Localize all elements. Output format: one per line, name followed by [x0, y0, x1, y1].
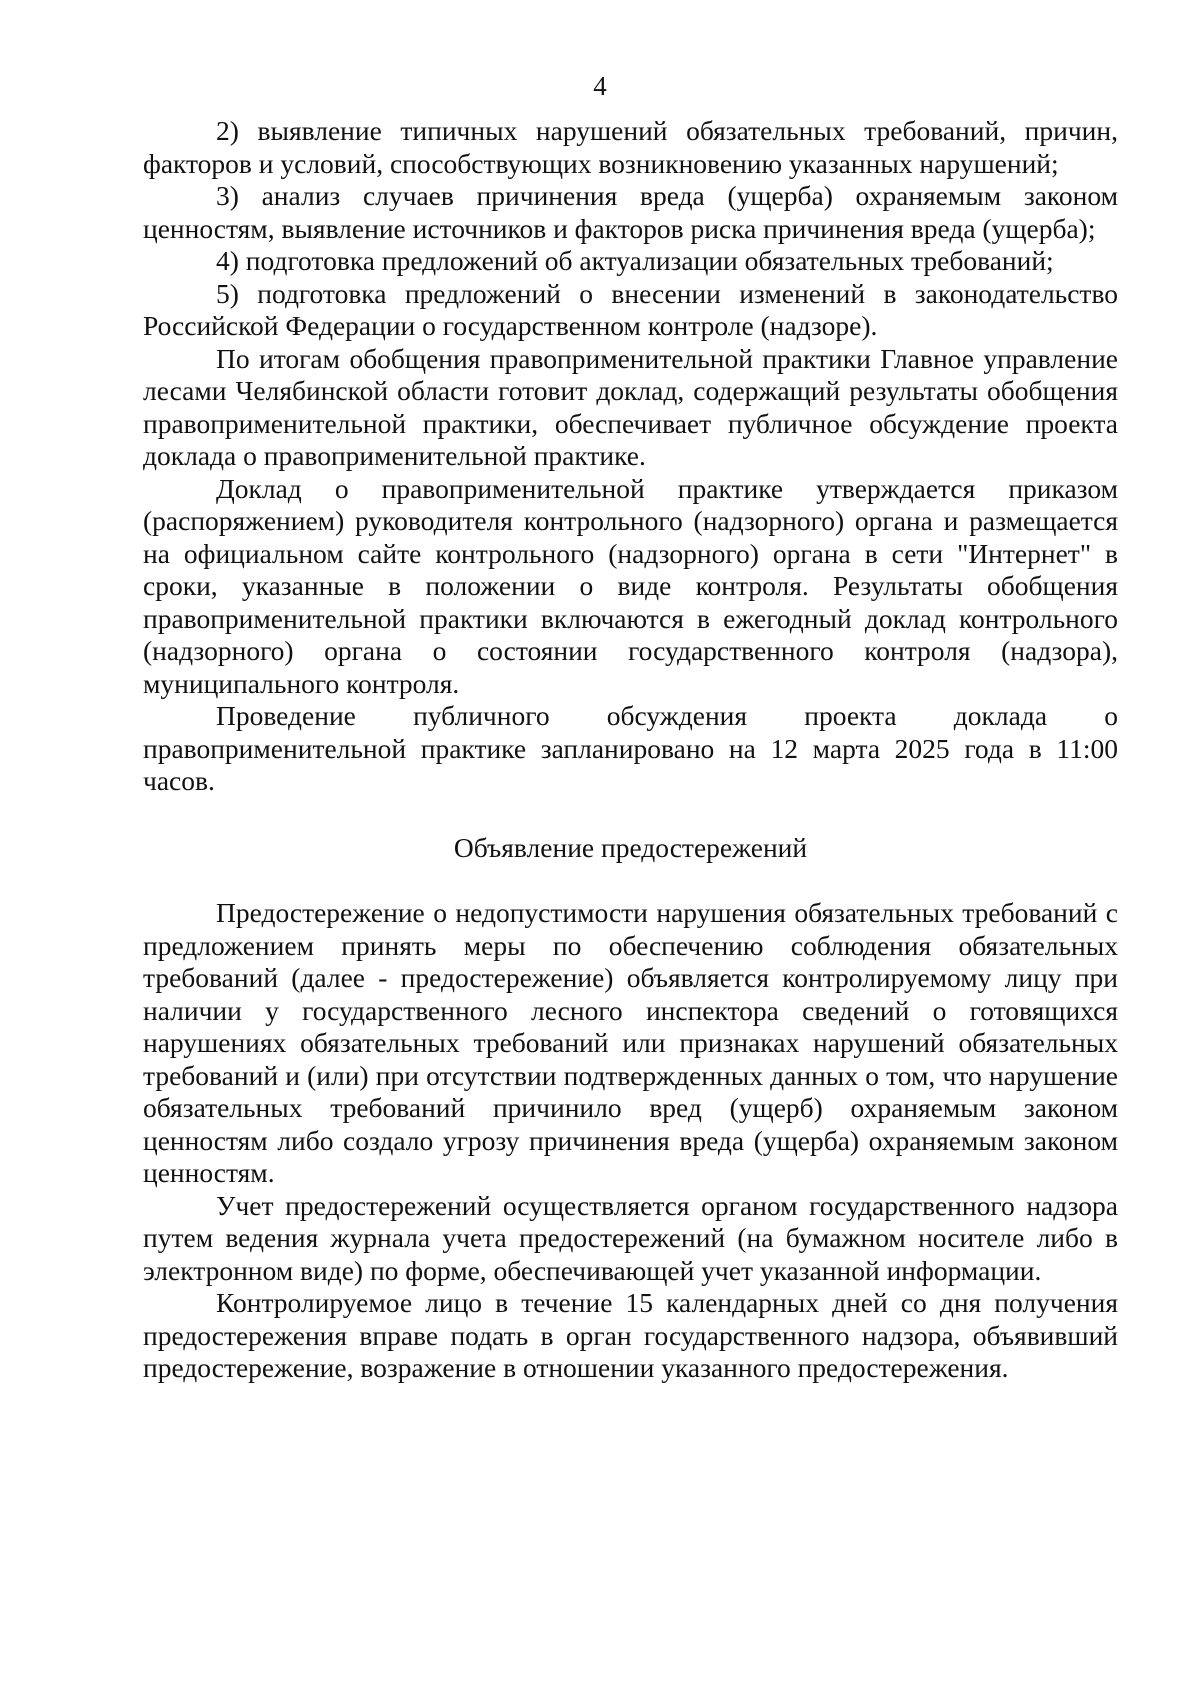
paragraph-report-preparation: По итогам обобщения правоприменительной практики Главное управление лесами Челябинской области готовит доклад, содержащий результаты обобщения правоприменительной практики, обеспечивает публичное обсуждение проекта доклада о правоприменительной практике. [143, 342, 1118, 471]
page-number: 4 [593, 71, 607, 101]
paragraph-item-4: 4) подготовка предложений об актуализации обязательных требований; [216, 245, 1054, 276]
paragraph-warning-registry: Учет предостережений осуществляется органом государственного надзора путем ведения журнала учета предостережений (на бумажном носителе либо в электронном виде) по форме, обеспечивающей учет указанной информации. [143, 1189, 1118, 1286]
paragraph-warning-definition: Предостережение о недопустимости нарушения обязательных требований с предложением принять меры по обеспечению соблюдения обязательных требований (далее - предостережение) объявляется контролируемому лицу при наличии у государственного лесного инспектора сведений о готовящихся нарушениях обязательных требований или признаках нарушений обязательных требований и (или) при отсутствии подтвержденных данных о том, что нарушение обязательных требований причинило вред (ущерб) охраняемым законом ценностям либо создало угрозу причинения вреда (ущерба) охраняемым законом ценностям. [143, 897, 1118, 1188]
paragraph-report-approval: Доклад о правоприменительной практике утверждается приказом (распоряжением) руководителя контрольного (надзорного) органа и размещается на официальном сайте контрольного (надзорного) органа в сети "Интернет" в сроки, указанные в положении о виде контроля. Результаты обобщения правоприменительной практики включаются в ежегодный доклад контрольного (надзорного) органа о состоянии государственного контроля (надзора), муниципального контроля. [143, 472, 1118, 699]
paragraph-item-2: 2) выявление типичных нарушений обязательных требований, причин, факторов и условий, способствующих возникновению указанных нарушений; [143, 115, 1118, 179]
paragraph-item-5: 5) подготовка предложений о внесении изменений в законодательство Российской Федерации о государственном контроле (надзоре). [143, 277, 1118, 341]
paragraph-warning-objection: Контролируемое лицо в течение 15 календарных дней со дня получения предостережения вправе подать в орган государственного надзора, объявивший предостережение, возражение в отношении указанного предостережения. [143, 1287, 1118, 1383]
document-body [143, 115, 1118, 1385]
paragraph-public-discussion: Проведение публичного обсуждения проекта доклада о правоприменительной практике запланировано на 12 марта 2025 года в 11:00 часов. [143, 700, 1118, 796]
section-heading: Объявление предостережений [453, 831, 808, 863]
paragraph-item-3: 3) анализ случаев причинения вреда (ущерба) охраняемым законом ценностям, выявление источников и факторов риска причинения вреда (ущерба); [143, 180, 1118, 244]
